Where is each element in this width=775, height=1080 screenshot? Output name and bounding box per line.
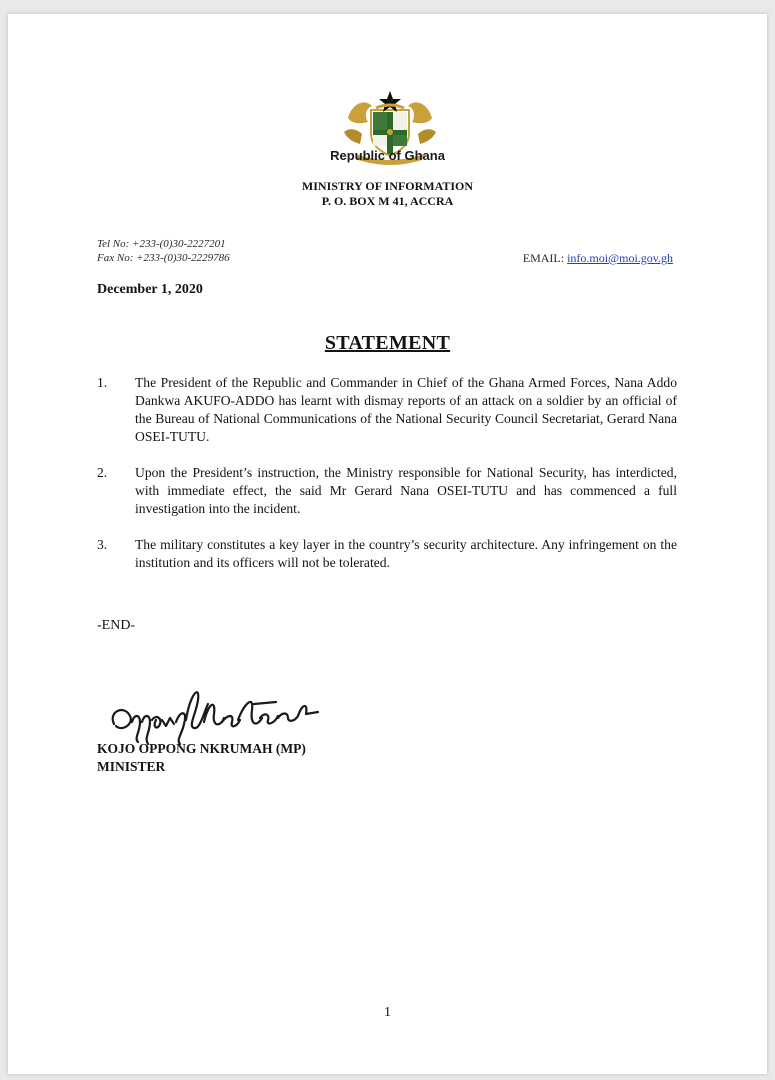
postal-address: P. O. BOX M 41, ACCRA bbox=[321, 194, 454, 208]
signatory-block bbox=[97, 740, 306, 776]
country-name: Republic of Ghana bbox=[330, 148, 445, 163]
item-text: The military constitutes a key layer in the country’s security architecture. Any infringement on the institution and its officers will not be tolerated. bbox=[135, 537, 677, 570]
fax-number: Fax No: +233-(0)30-2229786 bbox=[97, 252, 230, 264]
ministry-address-block bbox=[8, 179, 767, 209]
item-number: 2. bbox=[97, 465, 108, 480]
end-marker: -END- bbox=[97, 618, 136, 633]
phone-contacts bbox=[97, 237, 230, 265]
statement-title: STATEMENT bbox=[324, 332, 451, 354]
email-link[interactable]: info.moi@moi.gov.gh bbox=[567, 251, 673, 265]
statement-item-1 bbox=[97, 374, 677, 446]
statement-items bbox=[97, 374, 677, 590]
item-number: 3. bbox=[97, 537, 108, 552]
email-label: EMAIL: bbox=[522, 251, 565, 265]
document-page bbox=[8, 14, 767, 1074]
telephone-number: Tel No: +233-(0)30-2227201 bbox=[97, 238, 226, 250]
statement-date: December 1, 2020 bbox=[97, 282, 203, 297]
email-line bbox=[523, 251, 673, 266]
statement-item-3 bbox=[97, 536, 677, 572]
item-number: 1. bbox=[97, 375, 108, 390]
item-text: The President of the Republic and Commander in Chief of the Ghana Armed Forces, Nana Addo Dankwa AKUFO-ADDO has learnt with dismay reports of an attack on a soldier by an official of the Bureau of National Communications of the National Security Council Secretariat, Gerard Nana OSEI-TUTU. bbox=[135, 375, 677, 444]
signatory-name: KOJO OPPONG NKRUMAH (MP) bbox=[97, 741, 306, 756]
signatory-title: MINISTER bbox=[97, 759, 166, 774]
ministry-name: MINISTRY OF INFORMATION bbox=[301, 179, 474, 193]
statement-item-2 bbox=[97, 464, 677, 518]
page-number: 1 bbox=[384, 1005, 391, 1020]
item-text: Upon the President’s instruction, the Ministry responsible for National Security, has interdicted, with immediate effect, the said Mr Gerard Nana OSEI-TUTU and has commenced a full investigation into the incident. bbox=[135, 465, 677, 516]
